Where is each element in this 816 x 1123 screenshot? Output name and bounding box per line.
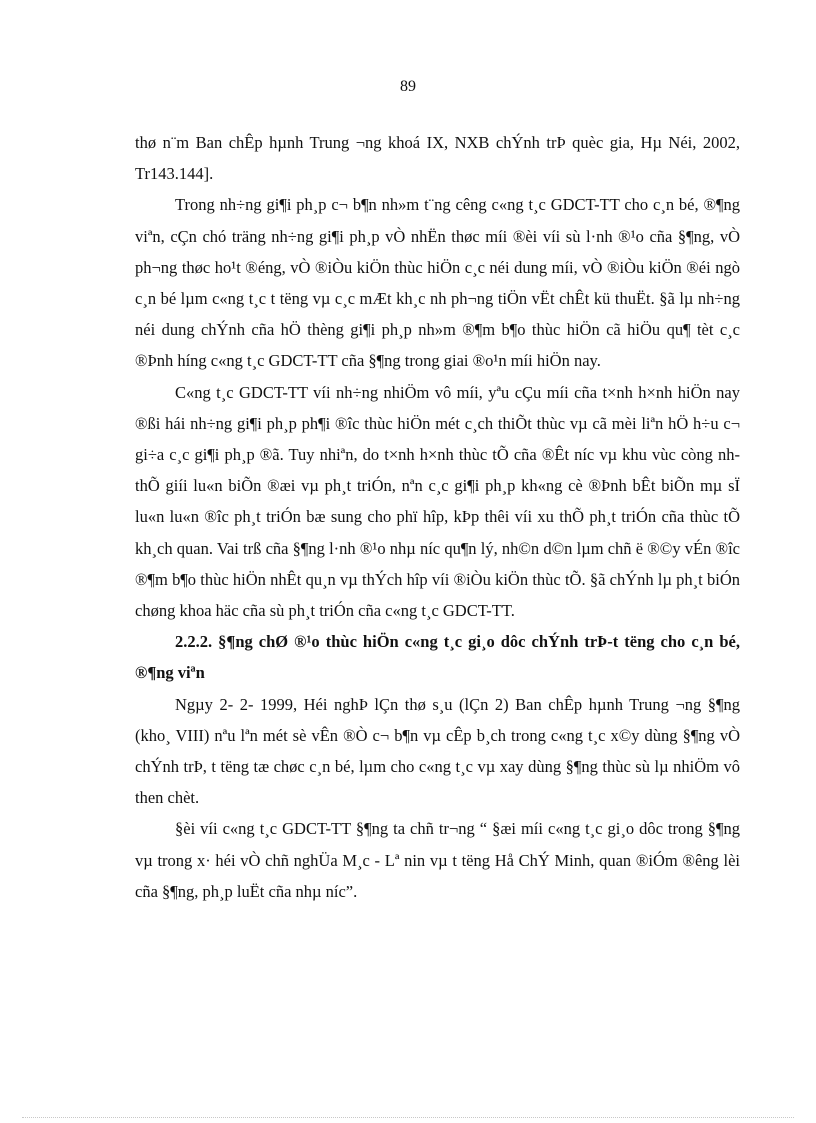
- page-bottom-divider: [22, 1117, 794, 1118]
- paragraph-conference: Ngµy 2- 2- 1999, Héi nghÞ lÇn thø s¸u (lÇn 2) Ban chÊp hµnh Trung ¬ng §¶ng (kho¸ VIII) nªu lªn mét sè vÊn ®Ò c¬ b¶n vµ cÊp b¸ch trong c«ng t¸c x©y dùng §¶ng vÒ chÝnh trÞ, t tëng tæ chøc c¸n bé, lµm cho c«ng t¸c vµ xay dùng §¶ng thùc sù lµ nhiÖm vô then chèt.: [135, 694, 740, 808]
- page-number: 89: [400, 78, 416, 95]
- paragraph-policy-quote: §èi víi c«ng t¸c GDCT-TT §¶ng ta chñ tr¬ng “ §æi míi c«ng t¸c gi¸o dôc trong §¶ng vµ trong x· héi vÒ chñ nghÜa M¸c - Lª nin vµ t tëng Hå ChÝ Minh, quan ®iÓm ®êng lèi cña §¶ng, ph¸p luËt cña nhµ níc”.: [135, 819, 740, 901]
- paragraph-tasks: C«ng t¸c GDCT-TT víi nh÷ng nhiÖm vô míi, yªu cÇu míi cña t×nh h×nh hiÖn nay ®ßi hái nh÷ng gi¶i ph¸p ph¶i ®îc thùc hiÖn mét c¸ch thiÕt thùc vµ cã mèi liªn hÖ h÷u c¬ gi÷a c¸c gi¶i ph¸p ®ã. Tuy nhiªn, do t×nh h×nh thùc tÕ cña ®Êt níc vµ khu vùc còng nh thÕ giíi lu«n biÕn ®æi vµ ph¸t triÓn, nªn c¸c gi¶i ph¸p kh«ng cè ®Þnh bÊt biÕn mµ sÏ lu«n lu«n ®îc ph¸t triÓn bæ sung cho phï hîp, kÞp thêi víi xu thÕ ph¸t triÓn cña thùc tÕ kh¸ch quan. Vai trß cña §¶ng l·nh ®¹o nhµ níc qu¶n lý, nh©n d©n lµm chñ ë ®©y vÉn ®îc ®¶m b¶o thùc hiÖn nhÊt qu¸n vµ thÝch hîp víi ®iÒu kiÖn thùc tÕ. §ã chÝnh lµ ph¸t biÓn chøng khoa häc cña sù ph¸t triÓn cña c«ng t¸c GDCT-TT.: [135, 382, 740, 621]
- body-text: [135, 127, 740, 907]
- section-heading: 2.2.2. §¶ng chØ ®¹o thùc hiÖn c«ng t¸c gi¸o dôc chÝnh trÞ-t tëng cho c¸n bé, ®¶ng viªn: [135, 632, 740, 683]
- paragraph-citation-continuation: thø n¨m Ban chÊp hµnh Trung ¬ng khoá IX, NXB chÝnh trÞ quèc gia, Hµ Néi, 2002, Tr143.144].: [135, 133, 740, 184]
- paragraph-solutions: Trong nh÷ng gi¶i ph¸p c¬ b¶n nh»m t¨ng cêng c«ng t¸c GDCT-TT cho c¸n bé, ®¶ng viªn, cÇn chó träng nh÷ng gi¶i ph¸p vÒ nhËn thøc míi ®èi víi sù l·nh ®¹o cña §¶ng, vÒ ph¬ng thøc ho¹t ®éng, vÒ ®iÒu kiÖn thùc hiÖn c¸c néi dung míi, vÒ ®iÒu kiÖn ®éi ngò c¸n bé lµm c«ng t¸c t tëng vµ c¸c mÆt kh¸c nh ph¬ng tiÖn vËt chÊt kü thuËt. §ã lµ nh÷ng néi dung chÝnh cña hÖ thèng gi¶i ph¸p nh»m ®¶m b¶o thùc hiÖn cã hiÖu qu¶ tèt c¸c ®Þnh híng c«ng t¸c GDCT-TT cña §¶ng trong giai ®o¹n míi hiÖn nay.: [135, 195, 740, 371]
